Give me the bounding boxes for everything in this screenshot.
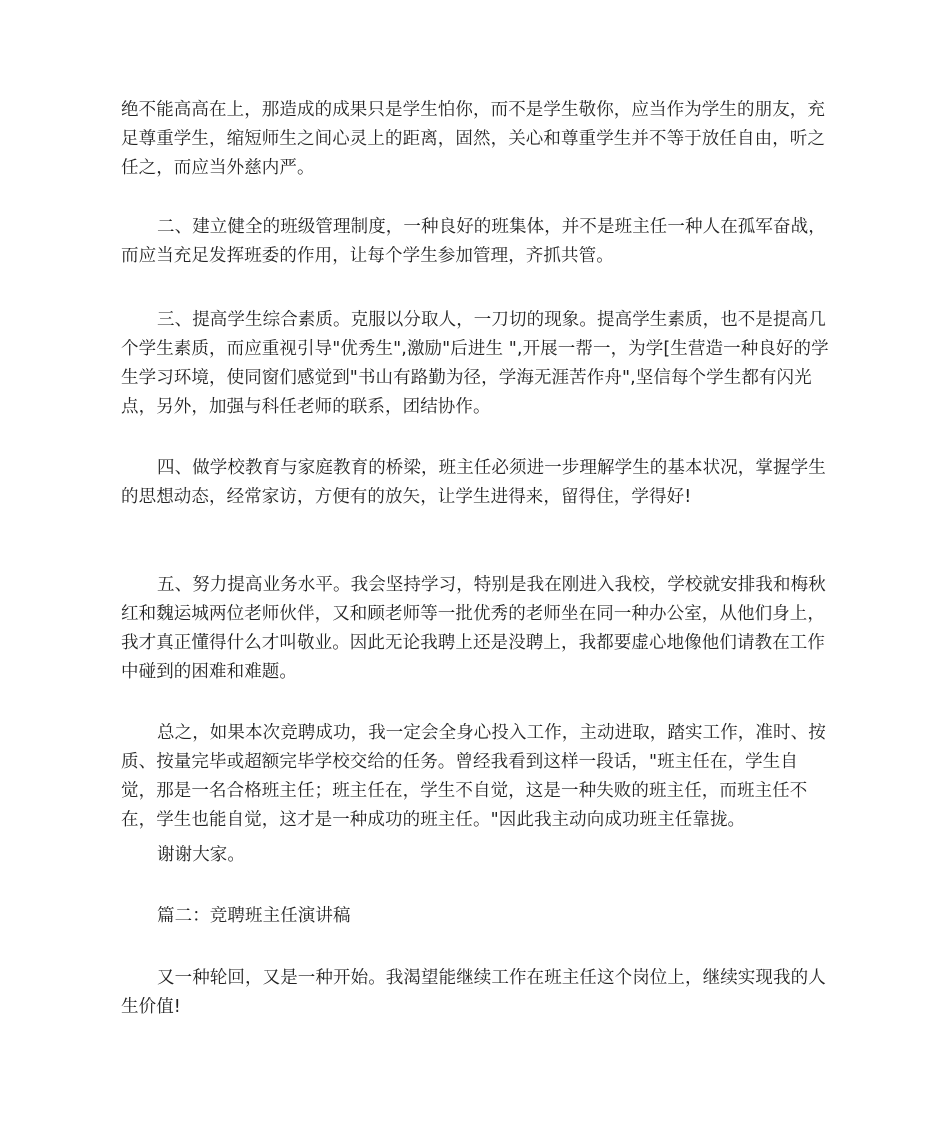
paragraph-point-two: 二、建立健全的班级管理制度，一种良好的班集体，并不是班主任一种人在孤军奋战，而应当充足发挥班委的作用，让每个学生参加管理，齐抓共管。 <box>121 217 826 266</box>
paragraph-point-five: 五、努力提高业务水平。我会坚持学习，特别是我在刚进入我校，学校就安排我和梅秋红和魏运城两位老师伙伴，又和顾老师等一批优秀的老师坐在同一种办公室，从他们身上，我才真正懂得什么才叫敬业。因此无论我聘上还是没聘上，我都要虚心地像他们请教在工作中碰到的困难和难题。 <box>121 575 826 682</box>
paragraph-point-four: 四、做学校教育与家庭教育的桥梁，班主任必须进一步理解学生的基本状况，掌握学生的思想动态，经常家访，方便有的放矢，让学生进得来，留得住，学得好! <box>121 458 826 507</box>
paragraph-continuation: 绝不能高高在上，那造成的成果只是学生怕你，而不是学生敬你，应当作为学生的朋友，充足尊重学生，缩短师生之间心灵上的距离，固然，关心和尊重学生并不等于放任自由，听之任之，而应当外慈内严。 <box>121 100 825 178</box>
paragraph-section-two-intro: 又一种轮回，又是一种开始。我渴望能继续工作在班主任这个岗位上，继续实现我的人生价值! <box>121 968 826 1017</box>
section-heading: 篇二：竞聘班主任演讲稿 <box>157 906 351 926</box>
paragraph-conclusion: 总之，如果本次竞聘成功，我一定会全身心投入工作，主动进取，踏实工作，准时、按质、按量完毕或超额完毕学校交给的任务。曾经我看到这样一段话，"班主任在，学生自觉，那是一名合格班主任；班主任在，学生不自觉，这是一种失败的班主任，而班主任不在，学生也能自觉，这才是一种成功的班主任。"因此我主动向成功班主任靠拢。 <box>121 723 826 830</box>
paragraph-thanks: 谢谢大家。 <box>157 845 245 865</box>
paragraph-point-three: 三、提高学生综合素质。克服以分取人，一刀切的现象。提高学生素质，也不是提高几个学生素质，而应重视引导"优秀生",激励"后进生 ",开展一帮一，为学[生营造一种良好的学生学习环境，使同窗们感觉到"书山有路勤为径，学海无涯苦作舟",坚信每个学生都有闪光点，另外，加强与科任老师的联系，团结协作。 <box>121 310 829 417</box>
